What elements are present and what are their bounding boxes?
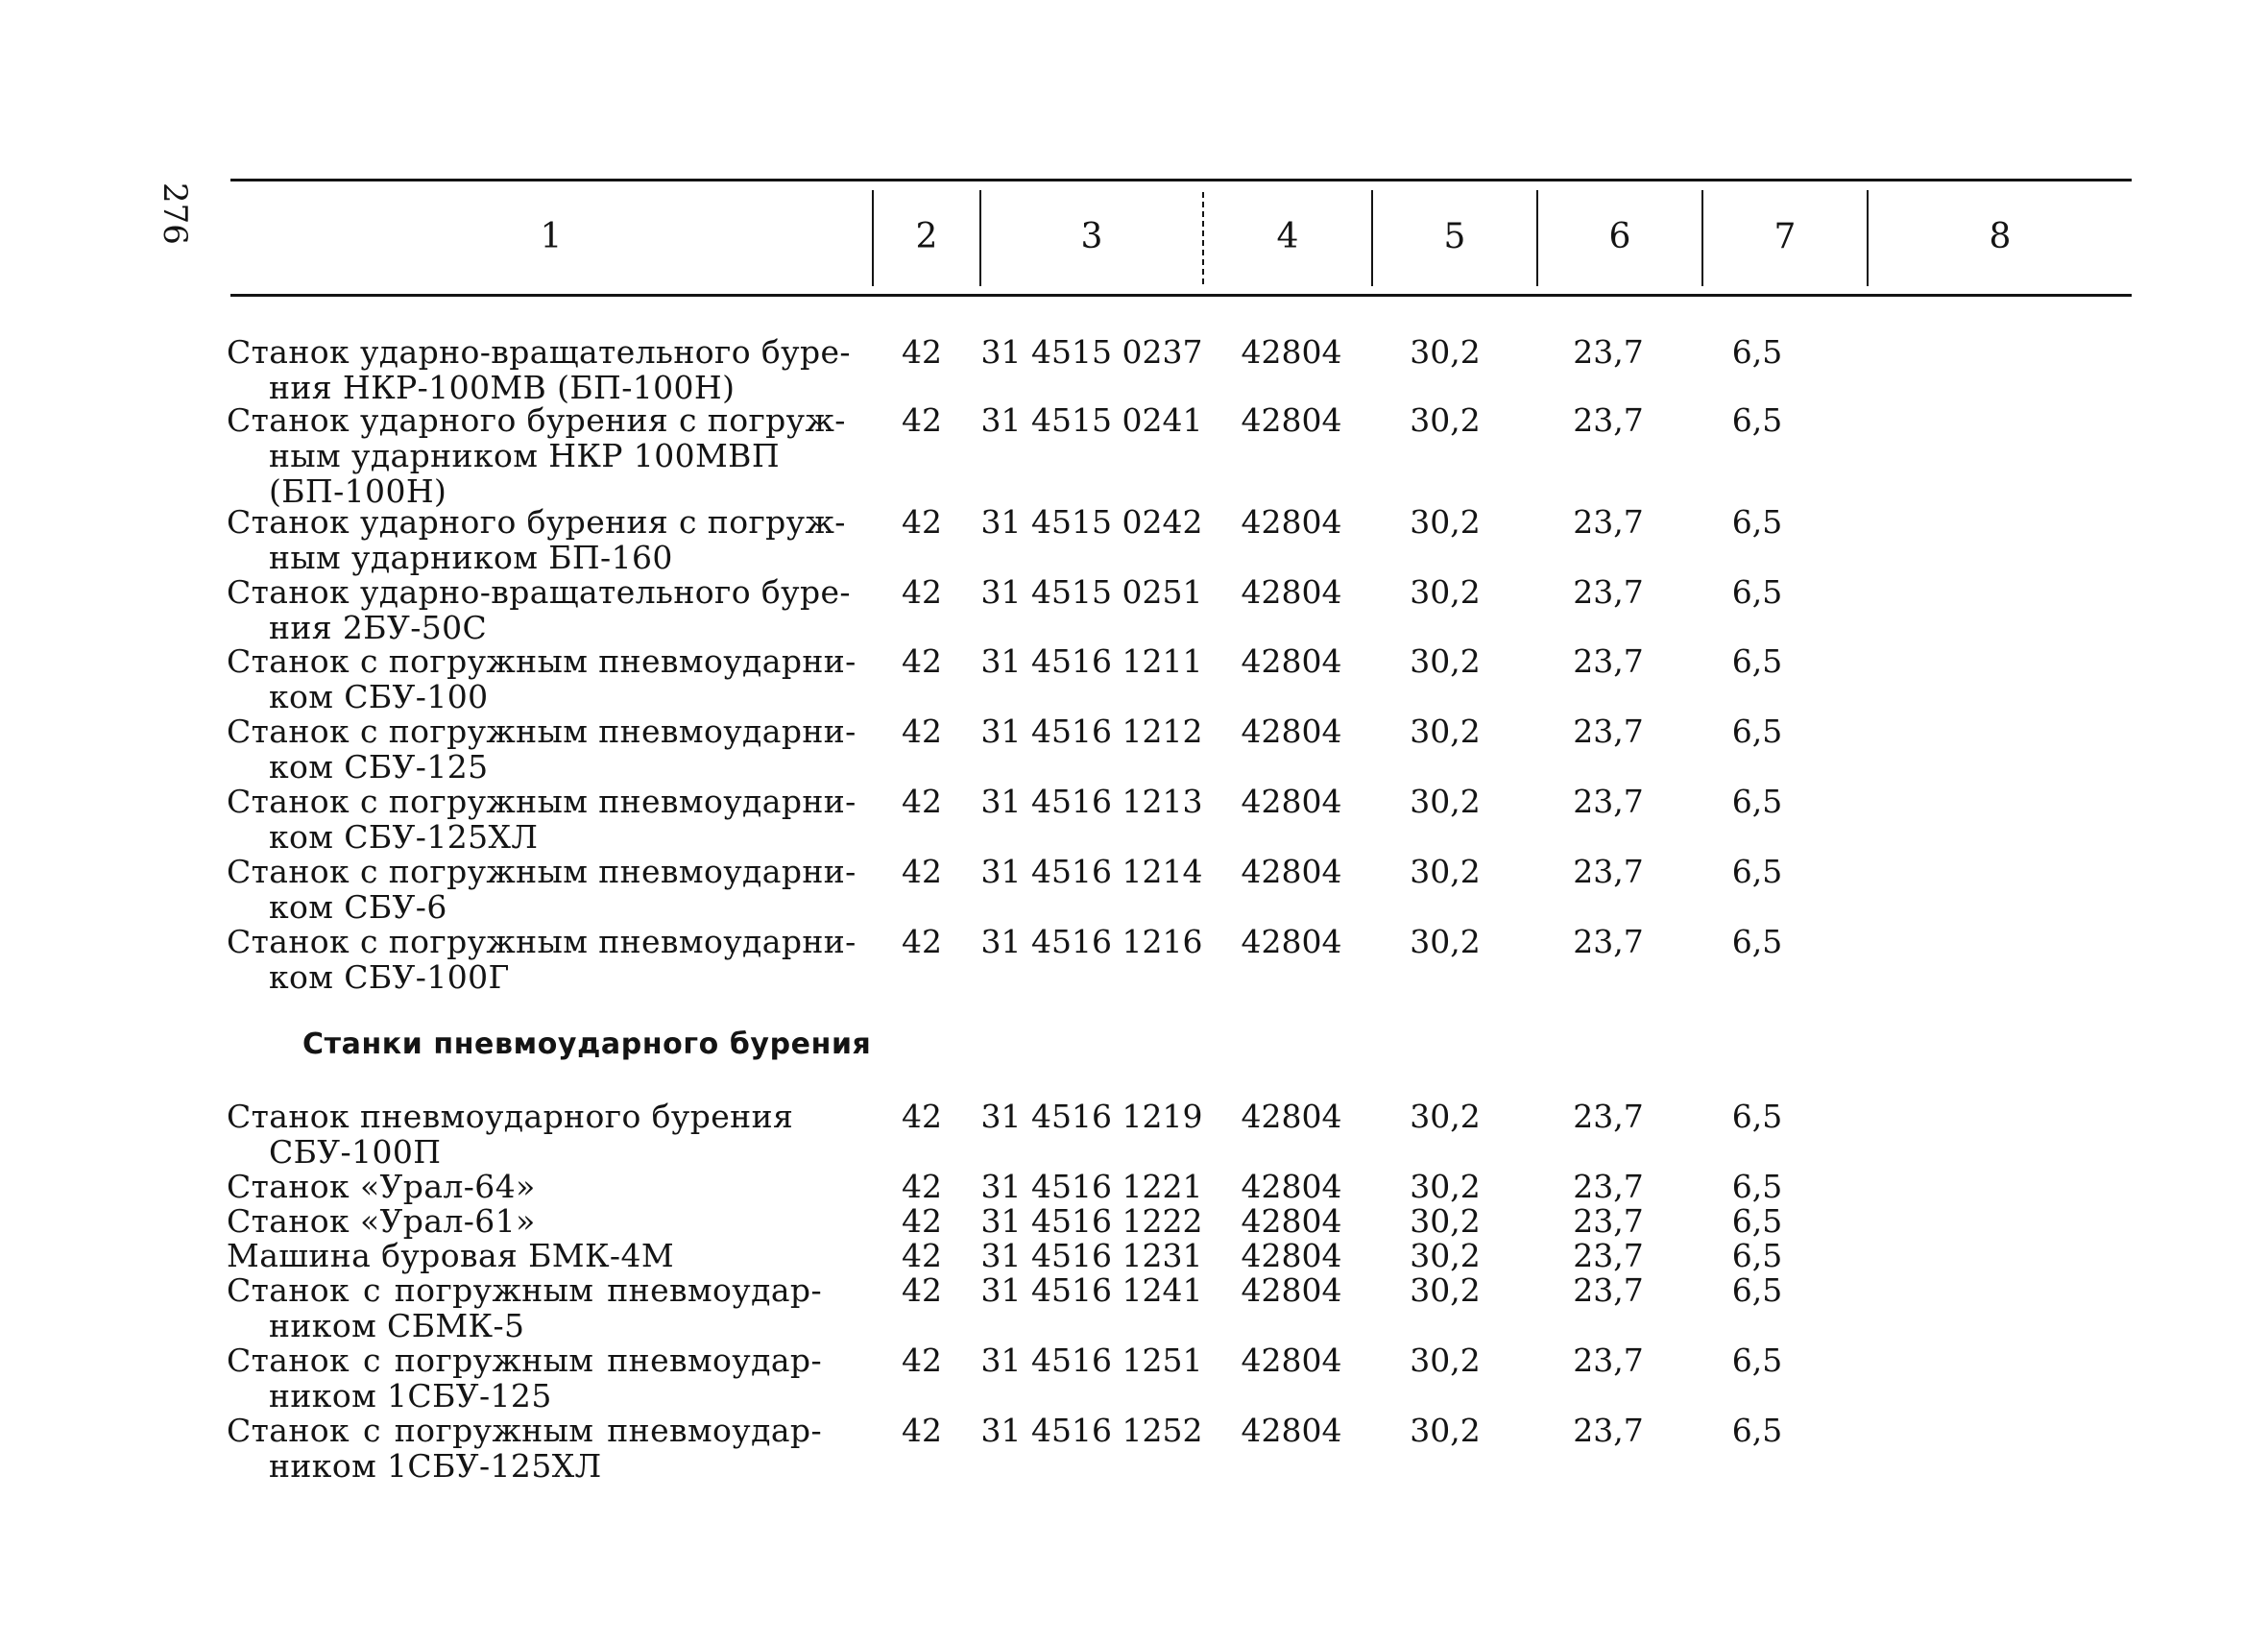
value-col-2: 42 bbox=[902, 853, 942, 890]
machine-name bbox=[227, 853, 857, 926]
machine-name-line: ком СБУ-125ХЛ bbox=[269, 818, 539, 856]
machine-name-line: ком СБУ-100 bbox=[269, 678, 489, 715]
value-col-2: 42 bbox=[902, 401, 942, 439]
machine-name-line: Станок ударно-вращательного буре- bbox=[227, 573, 851, 611]
value-col-4: 42804 bbox=[1241, 1202, 1342, 1240]
machine-name bbox=[227, 333, 851, 406]
value-col-7: 6,5 bbox=[1731, 713, 1783, 750]
value-col-7: 6,5 bbox=[1731, 1098, 1783, 1135]
value-col-2: 42 bbox=[902, 713, 942, 750]
value-col-3: 31 4516 1213 bbox=[980, 783, 1203, 820]
section-title: Станки пневмоударного бурения bbox=[302, 1028, 872, 1061]
column-header-3: 3 bbox=[1080, 217, 1103, 256]
value-col-6: 23,7 bbox=[1573, 1342, 1644, 1379]
value-col-4: 42804 bbox=[1241, 713, 1342, 750]
value-col-5: 30,2 bbox=[1410, 503, 1481, 541]
column-header-1: 1 bbox=[540, 217, 563, 256]
value-col-5: 30,2 bbox=[1410, 1342, 1481, 1379]
machine-name-line: Станок с погружным пневмоудар- bbox=[227, 1342, 822, 1379]
value-col-5: 30,2 bbox=[1410, 401, 1481, 439]
value-col-7: 6,5 bbox=[1731, 1237, 1783, 1274]
machine-name bbox=[227, 923, 857, 996]
machine-name-line: Станок с погружным пневмоударни- bbox=[227, 853, 857, 890]
value-col-3: 31 4516 1241 bbox=[980, 1271, 1203, 1309]
value-col-2: 42 bbox=[902, 1202, 942, 1240]
machine-name-line: ком СБУ-100Г bbox=[269, 958, 510, 996]
value-col-6: 23,7 bbox=[1573, 1202, 1644, 1240]
column-header-2: 2 bbox=[915, 217, 938, 256]
value-col-4: 42804 bbox=[1241, 333, 1342, 371]
machine-name-line: Станок ударно-вращательного буре- bbox=[227, 333, 851, 371]
value-col-2: 42 bbox=[902, 333, 942, 371]
machine-name bbox=[227, 783, 857, 856]
machine-name bbox=[227, 1342, 822, 1414]
value-col-2: 42 bbox=[902, 573, 942, 611]
value-col-4: 42804 bbox=[1241, 853, 1342, 890]
value-col-4: 42804 bbox=[1241, 1271, 1342, 1309]
value-col-3: 31 4516 1211 bbox=[980, 642, 1203, 680]
machine-name-line: Станок с погружным пневмоударни- bbox=[227, 713, 857, 750]
value-col-5: 30,2 bbox=[1410, 333, 1481, 371]
value-col-2: 42 bbox=[902, 642, 942, 680]
value-col-5: 30,2 bbox=[1410, 1412, 1481, 1449]
machine-name bbox=[227, 401, 846, 510]
machine-name-line: ния НКР-100МВ (БП-100Н) bbox=[269, 369, 736, 406]
value-col-2: 42 bbox=[902, 783, 942, 820]
value-col-5: 30,2 bbox=[1410, 573, 1481, 611]
value-col-7: 6,5 bbox=[1731, 503, 1783, 541]
column-header-6: 6 bbox=[1608, 217, 1631, 256]
machine-name-line: Станок с погружным пневмоударни- bbox=[227, 642, 857, 680]
value-col-7: 6,5 bbox=[1731, 923, 1783, 960]
machine-name bbox=[227, 642, 857, 715]
value-col-3: 31 4516 1252 bbox=[980, 1412, 1203, 1449]
value-col-3: 31 4516 1216 bbox=[980, 923, 1203, 960]
value-col-5: 30,2 bbox=[1410, 783, 1481, 820]
machine-name-line: ком СБУ-125 bbox=[269, 748, 489, 786]
value-col-2: 42 bbox=[902, 1237, 942, 1274]
machine-name-line: СБУ-100П bbox=[269, 1133, 442, 1171]
machine-name-line: ным ударником БП-160 bbox=[269, 539, 673, 576]
value-col-6: 23,7 bbox=[1573, 333, 1644, 371]
value-col-6: 23,7 bbox=[1573, 1168, 1644, 1205]
machine-name bbox=[227, 1099, 822, 1170]
value-col-3: 31 4515 0241 bbox=[980, 401, 1203, 439]
machine-name bbox=[227, 573, 851, 646]
value-col-5: 30,2 bbox=[1410, 1271, 1481, 1309]
value-col-6: 23,7 bbox=[1573, 1098, 1644, 1135]
value-col-7: 6,5 bbox=[1731, 853, 1783, 890]
column-header-7: 7 bbox=[1773, 217, 1797, 256]
value-col-7: 6,5 bbox=[1731, 783, 1783, 820]
machine-name-line: Станок с погружным пневмоудар- bbox=[227, 1271, 822, 1309]
value-col-4: 42804 bbox=[1241, 783, 1342, 820]
machine-name bbox=[227, 1203, 822, 1239]
value-col-6: 23,7 bbox=[1573, 1237, 1644, 1274]
page-number: 276 bbox=[156, 182, 194, 245]
value-col-3: 31 4515 0237 bbox=[980, 333, 1203, 371]
machine-name bbox=[227, 1413, 822, 1484]
value-col-3: 31 4516 1231 bbox=[980, 1237, 1203, 1274]
machine-name-line: Станок ударного бурения с погруж- bbox=[227, 401, 846, 439]
value-col-4: 42804 bbox=[1241, 1098, 1342, 1135]
machine-name-line: ком СБУ-6 bbox=[269, 888, 447, 926]
header-bottom-rule bbox=[230, 294, 2132, 297]
machine-name-line: Машина буровая БМК-4М bbox=[227, 1237, 675, 1274]
column-header-8: 8 bbox=[1989, 217, 2012, 256]
value-col-5: 30,2 bbox=[1410, 1237, 1481, 1274]
value-col-4: 42804 bbox=[1241, 1237, 1342, 1274]
value-col-7: 6,5 bbox=[1731, 333, 1783, 371]
value-col-3: 31 4516 1222 bbox=[980, 1202, 1203, 1240]
value-col-4: 42804 bbox=[1241, 573, 1342, 611]
machine-name bbox=[227, 1238, 822, 1273]
value-col-6: 23,7 bbox=[1573, 923, 1644, 960]
column-header-5: 5 bbox=[1443, 217, 1466, 256]
value-col-5: 30,2 bbox=[1410, 1168, 1481, 1205]
value-col-5: 30,2 bbox=[1410, 1098, 1481, 1135]
value-col-2: 42 bbox=[902, 923, 942, 960]
value-col-6: 23,7 bbox=[1573, 503, 1644, 541]
value-col-5: 30,2 bbox=[1410, 713, 1481, 750]
value-col-4: 42804 bbox=[1241, 642, 1342, 680]
value-col-3: 31 4515 0242 bbox=[980, 503, 1203, 541]
value-col-2: 42 bbox=[902, 503, 942, 541]
machine-name-line: Станок с погружным пневмоударни- bbox=[227, 923, 857, 960]
value-col-5: 30,2 bbox=[1410, 1202, 1481, 1240]
machine-name bbox=[227, 713, 857, 786]
column-header-4: 4 bbox=[1276, 217, 1299, 256]
value-col-4: 42804 bbox=[1241, 1342, 1342, 1379]
value-col-7: 6,5 bbox=[1731, 401, 1783, 439]
value-col-4: 42804 bbox=[1241, 923, 1342, 960]
value-col-2: 42 bbox=[902, 1412, 942, 1449]
value-col-7: 6,5 bbox=[1731, 642, 1783, 680]
machine-name-line: Станок ударного бурения с погруж- bbox=[227, 503, 846, 541]
value-col-7: 6,5 bbox=[1731, 1168, 1783, 1205]
value-col-4: 42804 bbox=[1241, 401, 1342, 439]
value-col-3: 31 4516 1214 bbox=[980, 853, 1203, 890]
value-col-6: 23,7 bbox=[1573, 401, 1644, 439]
value-col-3: 31 4516 1219 bbox=[980, 1098, 1203, 1135]
value-col-3: 31 4516 1212 bbox=[980, 713, 1203, 750]
value-col-4: 42804 bbox=[1241, 503, 1342, 541]
value-col-6: 23,7 bbox=[1573, 783, 1644, 820]
machine-name-line: Станок с погружным пневмоудар- bbox=[227, 1412, 822, 1449]
value-col-4: 42804 bbox=[1241, 1168, 1342, 1205]
machine-name-line: Станок «Урал-64» bbox=[227, 1168, 536, 1205]
machine-name-line: ником 1СБУ-125ХЛ bbox=[269, 1447, 602, 1485]
value-col-2: 42 bbox=[902, 1168, 942, 1205]
machine-name-line: (БП-100Н) bbox=[269, 472, 447, 510]
header-top-rule bbox=[230, 179, 2132, 181]
machine-name-line: Станок пневмоударного бурения bbox=[227, 1098, 794, 1135]
value-col-6: 23,7 bbox=[1573, 853, 1644, 890]
value-col-3: 31 4516 1221 bbox=[980, 1168, 1203, 1205]
value-col-7: 6,5 bbox=[1731, 1202, 1783, 1240]
value-col-2: 42 bbox=[902, 1271, 942, 1309]
value-col-3: 31 4516 1251 bbox=[980, 1342, 1203, 1379]
value-col-6: 23,7 bbox=[1573, 1271, 1644, 1309]
machine-name-line: ником СБМК-5 bbox=[269, 1307, 525, 1344]
value-col-3: 31 4515 0251 bbox=[980, 573, 1203, 611]
value-col-6: 23,7 bbox=[1573, 642, 1644, 680]
value-col-7: 6,5 bbox=[1731, 1342, 1783, 1379]
value-col-5: 30,2 bbox=[1410, 923, 1481, 960]
value-col-2: 42 bbox=[902, 1342, 942, 1379]
machine-name-line: ния 2БУ-50С bbox=[269, 609, 488, 646]
machine-name-line: ным ударником НКР 100МВП bbox=[269, 437, 781, 474]
value-col-5: 30,2 bbox=[1410, 853, 1481, 890]
machine-name bbox=[227, 503, 846, 576]
value-col-4: 42804 bbox=[1241, 1412, 1342, 1449]
value-col-7: 6,5 bbox=[1731, 1271, 1783, 1309]
machine-name bbox=[227, 1272, 822, 1343]
machine-name bbox=[227, 1169, 822, 1204]
value-col-6: 23,7 bbox=[1573, 713, 1644, 750]
value-col-5: 30,2 bbox=[1410, 642, 1481, 680]
machine-name-line: ником 1СБУ-125 bbox=[269, 1377, 552, 1414]
machine-name-line: Станок «Урал-61» bbox=[227, 1202, 536, 1240]
machine-name-line: Станок с погружным пневмоударни- bbox=[227, 783, 857, 820]
value-col-7: 6,5 bbox=[1731, 1412, 1783, 1449]
value-col-6: 23,7 bbox=[1573, 1412, 1644, 1449]
value-col-6: 23,7 bbox=[1573, 573, 1644, 611]
value-col-2: 42 bbox=[902, 1098, 942, 1135]
value-col-7: 6,5 bbox=[1731, 573, 1783, 611]
